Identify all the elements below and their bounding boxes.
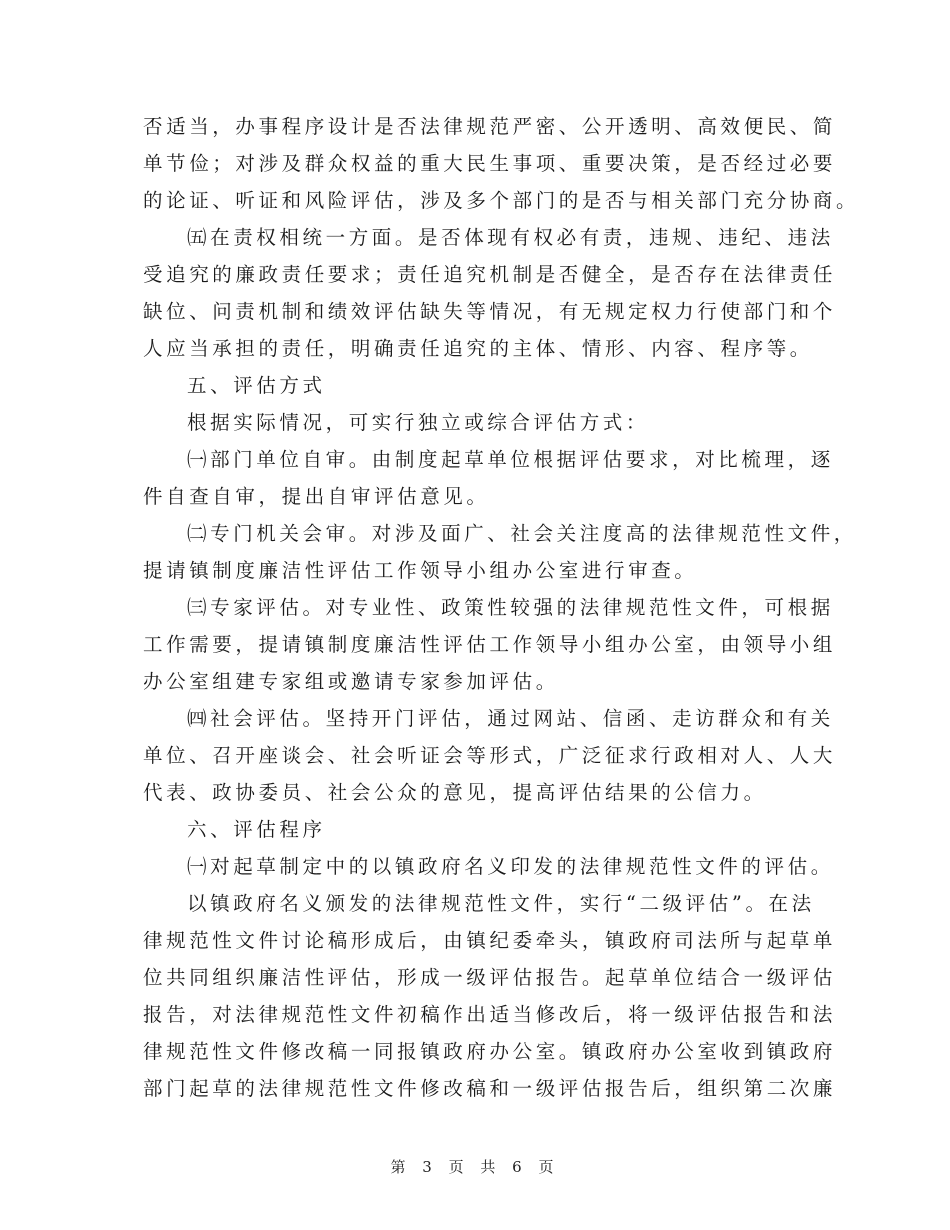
text-line: ㈡专门机关会审。对涉及面广、社会关注度高的法律规范性文件， xyxy=(187,522,857,545)
text-line: 以镇政府名义颁发的法律规范性文件，实行“二级评估”。在法 xyxy=(187,892,815,915)
paragraph-two-level-evaluation xyxy=(143,885,837,1107)
text-line: 单节俭；对涉及群众权益的重大民生事项、重要决策，是否经过必要 xyxy=(143,152,837,175)
text-line: 提请镇制度廉洁性评估工作领导小组办公室进行审查。 xyxy=(143,559,698,582)
text-line: 根据实际情况，可实行独立或综合评估方式： xyxy=(187,411,650,434)
page-number-footer: 第 3 页 共 6 页 xyxy=(390,1158,560,1176)
document-body xyxy=(143,108,860,1107)
text-line: ㈠部门单位自审。由制度起草单位根据评估要求，对比梳理，逐 xyxy=(187,448,834,471)
paragraph-procedure-design xyxy=(143,108,860,219)
text-line: 律规范性文件讨论稿形成后，由镇纪委牵头，镇政府司法所与起草单 xyxy=(143,929,837,952)
paragraph-responsibility xyxy=(143,219,837,367)
text-line: 报告，对法律规范性文件初稿作出适当修改后，将一级评估报告和法 xyxy=(143,1003,837,1026)
heading-text: 六、评估程序 xyxy=(187,818,326,841)
text-line: ㈠对起草制定中的以镇政府名义印发的法律规范性文件的评估。 xyxy=(187,855,834,878)
text-line: ㈢专家评估。对专业性、政策性较强的法律规范性文件，可根据 xyxy=(187,596,834,619)
text-line: 工作需要，提请镇制度廉洁性评估工作领导小组办公室，由领导小组 xyxy=(143,633,837,656)
text-line: 否适当，办事程序设计是否法律规范严密、公开透明、高效便民、简 xyxy=(143,115,837,138)
text-line: 的论证、听证和风险评估，涉及多个部门的是否与相关部门充分协商。 xyxy=(143,189,860,212)
paragraph-expert-review xyxy=(143,589,837,700)
text-line: 办公室组建专家组或邀请专家参加评估。 xyxy=(143,670,559,693)
text-line: 位共同组织廉洁性评估，形成一级评估报告。起草单位结合一级评估 xyxy=(143,966,837,989)
text-line: 缺位、问责机制和绩效评估缺失等情况，有无规定权力行使部门和个 xyxy=(143,300,837,323)
text-line: ㈣社会评估。坚持开门评估，通过网站、信函、走访群众和有关 xyxy=(187,707,834,730)
section-heading-evaluation-methods xyxy=(143,367,807,404)
text-line: 受追究的廉政责任要求；责任追究机制是否健全，是否存在法律责任 xyxy=(143,263,837,286)
paragraph-methods-intro xyxy=(143,404,807,441)
text-line: 部门起草的法律规范性文件修改稿和一级评估报告后，组织第二次廉 xyxy=(143,1077,837,1100)
text-line: 件自查自审，提出自审评估意见。 xyxy=(143,485,490,508)
text-line: 代表、政协委员、社会公众的意见，提高评估结果的公信力。 xyxy=(143,781,767,804)
paragraph-self-review xyxy=(143,441,834,515)
heading-text: 五、评估方式 xyxy=(187,374,326,397)
text-line: 人应当承担的责任，明确责任追究的主体、情形、内容、程序等。 xyxy=(143,337,813,360)
text-line: 单位、召开座谈会、社会听证会等形式，广泛征求行政相对人、人大 xyxy=(143,744,837,767)
paragraph-public-review xyxy=(143,700,837,811)
text-line: ㈤在责权相统一方面。是否体现有权必有责，违规、违纪、违法 xyxy=(187,226,834,249)
section-heading-evaluation-procedure xyxy=(143,811,807,848)
text-line: 律规范性文件修改稿一同报镇政府办公室。镇政府办公室收到镇政府 xyxy=(143,1040,837,1063)
paragraph-procedure-item-1 xyxy=(143,848,834,885)
paragraph-agency-review xyxy=(143,515,857,589)
